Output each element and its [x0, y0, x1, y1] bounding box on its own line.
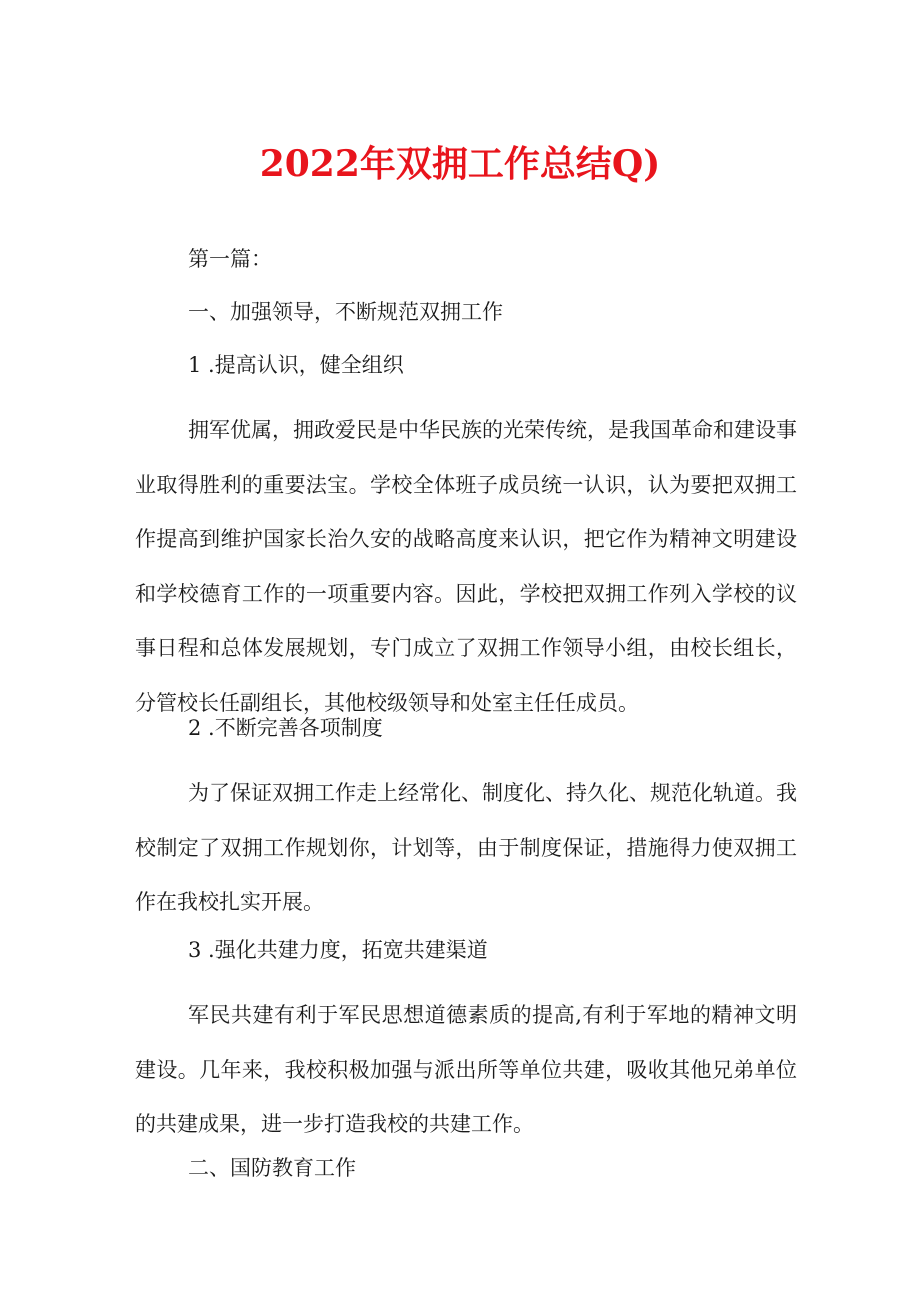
- item-heading-2: 2 .不断完善各项制度: [188, 716, 383, 740]
- section-heading-1: 一、加强领导，不断规范双拥工作: [188, 300, 503, 324]
- item-heading-1: 1 .提高认识，健全组织: [188, 353, 404, 377]
- part-label: 第一篇：: [188, 247, 272, 271]
- item-heading-3: 3 .强化共建力度，拓宽共建渠道: [188, 938, 488, 962]
- paragraph-3: 军民共建有利于军民思想道德素质的提高,有利于军地的精神文明建设。几年来，我校积极加强与派出所等单位共建，吸收其他兄弟单位的共建成果，进一步打造我校的共建工作。: [135, 1003, 797, 1136]
- document-title: 2022年双拥工作总结Q): [259, 143, 661, 185]
- paragraph-2: 为了保证双拥工作走上经常化、制度化、持久化、规范化轨道。我校制定了双拥工作规划你，计划等，由于制度保证，措施得力使双拥工作在我校扎实开展。: [135, 781, 797, 914]
- paragraph-1: 拥军优属，拥政爱民是中华民族的光荣传统，是我国革命和建设事业取得胜利的重要法宝。学校全体班子成员统一认识，认为要把双拥工作提高到维护国家长治久安的战略高度来认识，把它作为精神文明建设和学校德育工作的一项重要内容。因此，学校把双拥工作列入学校的议事日程和总体发展规划，专门成立了双拥工作领导小组，由校长组长，分管校长任副组长，其他校级领导和处室主任任成员。: [135, 418, 797, 715]
- section-heading-2: 二、国防教育工作: [188, 1156, 356, 1180]
